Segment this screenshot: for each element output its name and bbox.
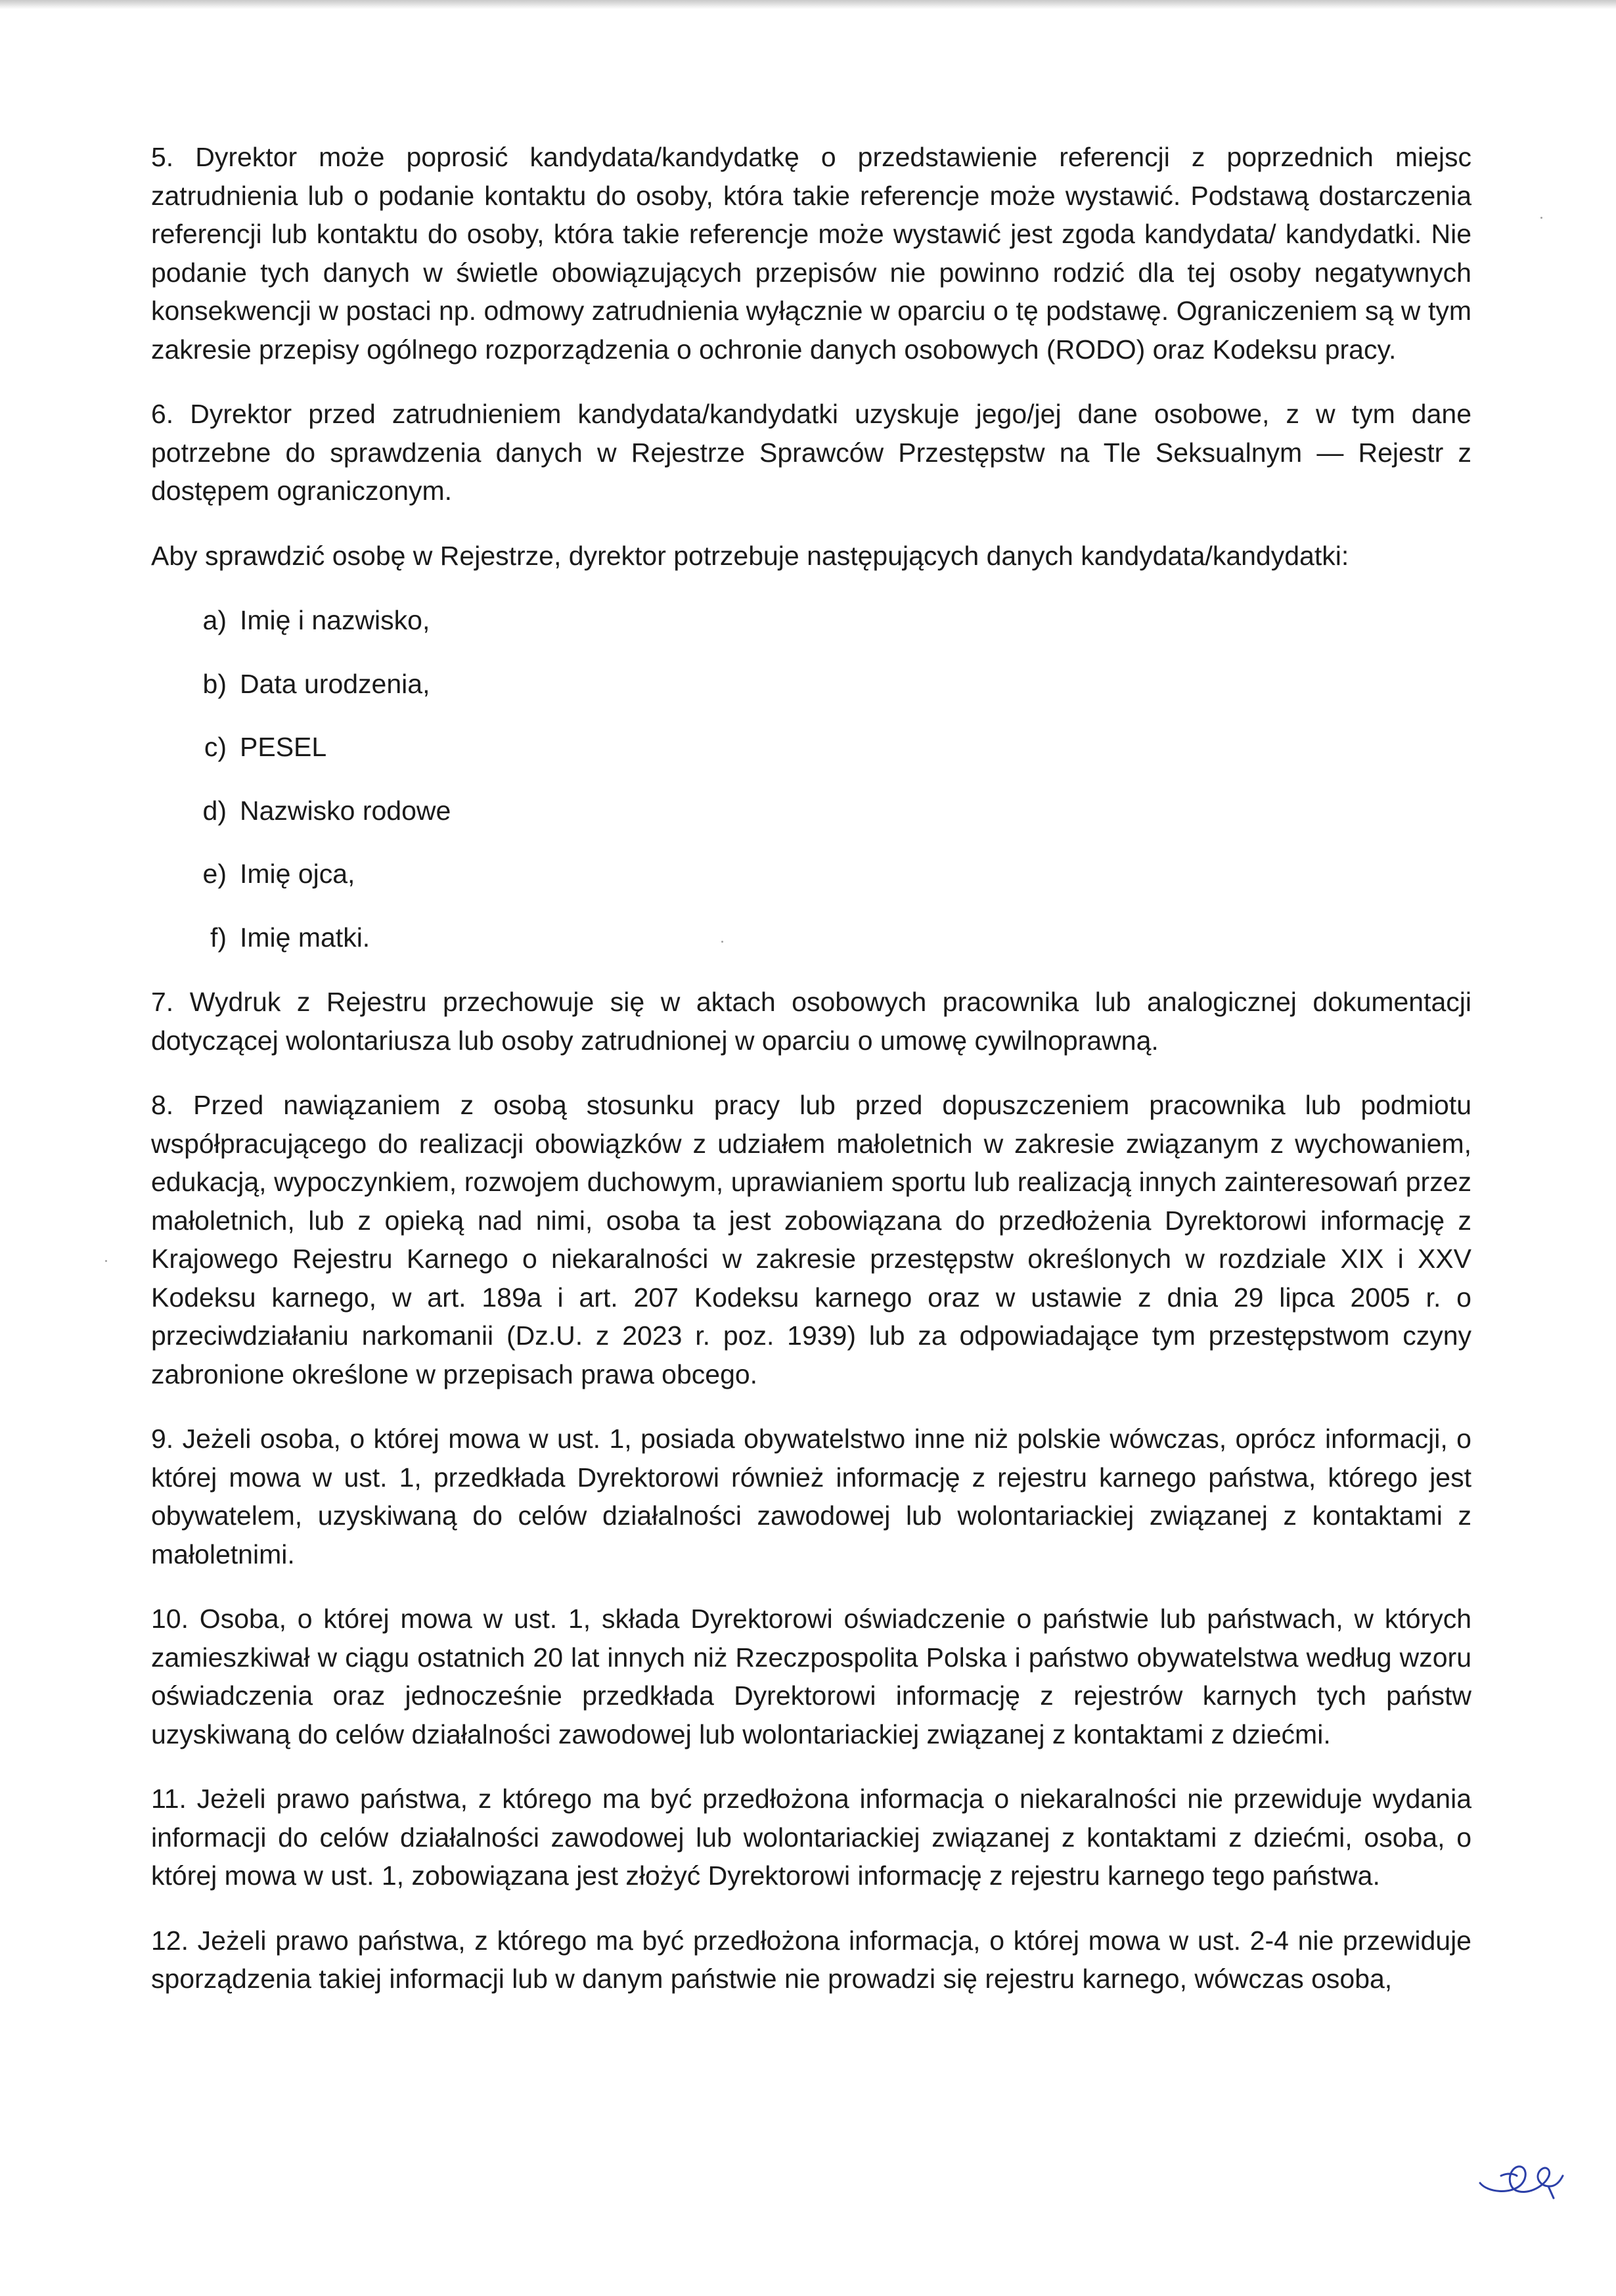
paragraph-10: 10. Osoba, o której mowa w ust. 1, składa Dyrektorowi oświadczenie o państwie lub państwach, w których zamieszkiwał w ciągu ostatnich 20 lat innych niż Rzeczpospolita Polska i państwo obywatelstwa według wzoru oświadczenia oraz jednocześnie przedkłada Dyrektorowi informację z rejestrów karnych tych państw uzyskiwaną do celów działalności zawodowej lub wolontariackiej związanej z kontaktami z dziećmi.: [151, 1604, 1471, 1749]
list-item-text: Imię matki.: [240, 922, 370, 953]
list-intro: Aby sprawdzić osobę w Rejestrze, dyrektor potrzebuje następujących danych kandydata/kandydatki:: [151, 540, 1349, 571]
list-item: [187, 792, 1471, 830]
paragraph-8: 8. Przed nawiązaniem z osobą stosunku pracy lub przed dopuszczeniem pracownika lub podmiotu współpracującego do realizacji obowiązków z udziałem małoletnich w zakresie związanym z wychowaniem, edukacją, wypoczynkiem, rozwojem duchowym, uprawianiem sportu lub realizacją innych zainteresowań przez małoletnich, lub z opieką nad nimi, osoba ta jest zobowiązana do przedłożenia Dyrektorowi informację z Krajowego Rejestru Karnego o niekaralności w zakresie przestępstw określonych w rozdziale XIX i XXV Kodeksu karnego, w art. 189a i art. 207 Kodeksu karnego oraz w ustawie z dnia 29 lipca 2005 r. o przeciwdziałaniu narkomanii (Dz.U. z 2023 r. poz. 1939) lub za odpowiadające tym przestępstwom czyny zabronione określone w przepisach prawa obcego.: [151, 1090, 1471, 1389]
paragraph-11: 11. Jeżeli prawo państwa, z którego ma być przedłożona informacja o niekaralności nie przewiduje wydania informacji do celów działalności zawodowej lub wolontariackiej związanej z kontaktami z dziećmi, osoba, o której mowa w ust. 1, zobowiązana jest złożyć Dyrektorowi informację z rejestru karnego tego państwa.: [151, 1784, 1471, 1891]
list-item-text: Imię ojca,: [240, 859, 355, 889]
list-item: [187, 728, 1471, 767]
scan-speck: [1540, 217, 1542, 219]
list-item-letter: f): [210, 922, 227, 953]
scan-speck: [721, 941, 723, 943]
scan-top-edge: [0, 0, 1616, 9]
list-item: [187, 855, 1471, 893]
list-item-text: Data urodzenia,: [240, 668, 430, 699]
list-item: [187, 601, 1471, 640]
document-page: [151, 138, 1471, 2025]
paragraph-7: 7. Wydruk z Rejestru przechowuje się w aktach osobowych pracownika lub analogicznej dokumentacji dotyczącej wolontariusza lub osoby zatrudnionej w oparciu o umowę cywilnoprawną.: [151, 987, 1471, 1056]
paragraph-9: 9. Jeżeli osoba, o której mowa w ust. 1, posiada obywatelstwo inne niż polskie wówczas, oprócz informacji, o której mowa w ust. 1, przedkłada Dyrektorowi również informację z rejestru karnego państwa, którego jest obywatelem, uzyskiwaną do celów działalności zawodowej lub wolontariackiej związanej z kontaktami z małoletnimi.: [151, 1424, 1471, 1569]
list-item-letter: b): [202, 668, 227, 699]
scan-speck: [105, 1260, 107, 1262]
list-item-letter: a): [202, 605, 227, 635]
signature-stroke: [1480, 2167, 1563, 2198]
paragraph-6: 6. Dyrektor przed zatrudnieniem kandydata/kandydatki uzyskuje jego/jej dane osobowe, z w tym dane potrzebne do sprawdzenia danych w Rejestrze Sprawców Przestępstw na Tle Seksualnym — Rejestr z dostępem ograniczonym.: [151, 399, 1471, 506]
list-item-text: Nazwisko rodowe: [240, 795, 451, 826]
list-item-text: PESEL: [240, 732, 327, 762]
paragraph-5: 5. Dyrektor może poprosić kandydata/kandydatkę o przedstawienie referencji z poprzednich miejsc zatrudnienia lub o podanie kontaktu do osoby, która takie referencje może wystawić. Podstawą dostarczenia referencji lub kontaktu do osoby, która takie referencje może wystawić jest zgoda kandydata/ kandydatki. Nie podanie tych danych w świetle obowiązujących przepisów nie powinno rodzić dla tej osoby negatywnych konsekwencji w postaci np. odmowy zatrudnienia wyłącznie w oparciu o tę podstawę. Ograniczeniem są w tym zakresie przepisy ogólnego rozporządzenia o ochronie danych osobowych (RODO) oraz Kodeksu pracy.: [151, 142, 1471, 365]
list-item-text: Imię i nazwisko,: [240, 605, 430, 635]
handwritten-initials-signature: [1475, 2147, 1567, 2199]
required-data-list: [151, 601, 1471, 957]
list-item: [187, 665, 1471, 704]
list-item: [187, 918, 1471, 957]
list-item-letter: d): [202, 795, 227, 826]
list-item-letter: c): [204, 732, 227, 762]
list-item-letter: e): [202, 859, 227, 889]
paragraph-12: 12. Jeżeli prawo państwa, z którego ma być przedłożona informacja, o której mowa w ust. 2-4 nie przewiduje sporządzenia takiej informacji lub w danym państwie nie prowadzi się rejestru karnego, wówczas osoba,: [151, 1925, 1471, 1994]
